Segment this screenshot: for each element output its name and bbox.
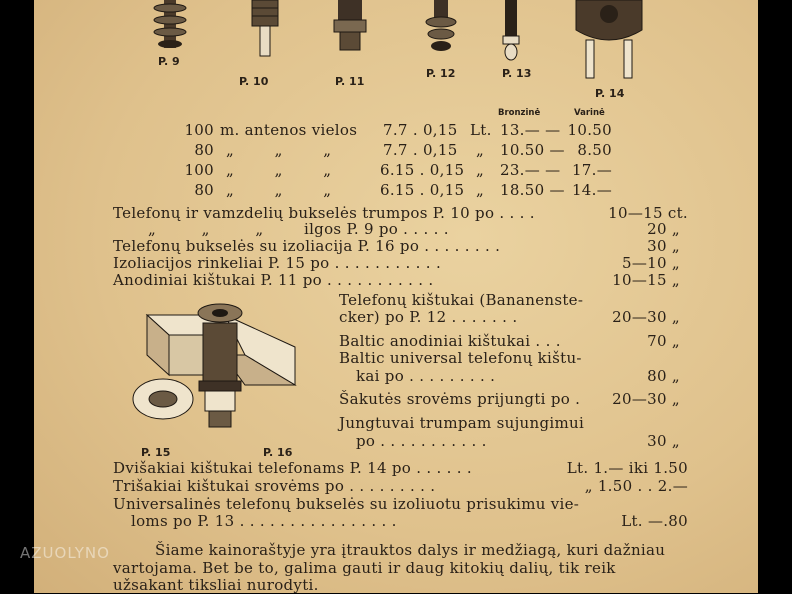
caption-p10: P. 10 (239, 75, 269, 88)
caption-p15: P. 15 (141, 446, 171, 459)
bottom-item-text: loms po P. 13 . . . . . . . . . . . . . . . . (131, 512, 397, 530)
antenna-unit: „ (476, 181, 485, 199)
antenna-spec: 7.7 . 0,15 (383, 121, 458, 139)
antenna-bronze-price: 18.50 — (500, 181, 565, 199)
antenna-copper-price: 10.50 (567, 121, 612, 139)
antenna-bronze-price: 10.50 — (500, 141, 565, 159)
antenna-qty: 80 (194, 181, 214, 199)
item-price: 20 „ (647, 220, 680, 238)
antenna-desc: „ „ „ (226, 181, 332, 199)
antenna-spec: 7.7 . 0,15 (383, 141, 458, 159)
antenna-unit: „ (476, 161, 485, 179)
antenna-unit: „ (476, 141, 485, 159)
caption-p14: P. 14 (595, 87, 625, 100)
footer-line: vartojama. Bet be to, galima gauti ir daug kitokių dalių, tik reik (113, 559, 616, 577)
bottom-item-price: Lt. —.80 (621, 512, 688, 530)
footer-line: Šiame kainoraštyje yra įtrauktos dalys ir medžiagą, kuri dažniau (155, 541, 666, 559)
antenna-desc: „ „ „ (226, 141, 332, 159)
item-price: 10—15 ct. (608, 204, 688, 222)
right-item-text: Šakutės srovėms prijungti po . (339, 390, 581, 408)
antenna-qty: 100 (184, 121, 214, 139)
right-item-text: Baltic universal telefonų kištu- (339, 349, 582, 367)
right-item-text: cker) po P. 12 . . . . . . . (339, 308, 518, 326)
right-item-price: 30 „ (647, 432, 680, 450)
antenna-bronze-price: 23.— — (500, 161, 561, 179)
item-text: Telefonų ir vamzdelių bukselės trumpos P. 10 po . . . . (113, 204, 535, 222)
bottom-item-text: Dvišakiai kištukai telefonams P. 14 po . . . . . . (113, 459, 472, 477)
p14-double-plug-illustration (574, 0, 644, 82)
p9-bushing-illustration (150, 0, 190, 52)
item-text: Telefonų bukselės su izoliacija P. 16 po . . . . . . . . (113, 237, 501, 255)
right-item-price: 80 „ (647, 367, 680, 385)
antenna-copper-price: 14.— (571, 181, 612, 199)
copper-column-header: Varinė (574, 108, 605, 118)
footer-line: užsakant tiksliai nurodyti. (113, 576, 319, 594)
right-item-price: 20—30 „ (612, 390, 680, 408)
right-item-price: 20—30 „ (612, 308, 680, 326)
caption-p9: P. 9 (158, 55, 180, 68)
caption-p16: P. 16 (263, 446, 293, 459)
right-item-text: Telefonų kištukai (Bananenste- (339, 291, 584, 309)
item-price: 30 „ (647, 237, 680, 255)
antenna-desc: „ „ „ (226, 161, 332, 179)
item-text: Izoliacijos rinkeliai P. 15 po . . . . . . . . . . . (113, 254, 442, 272)
p11-anode-plug-illustration (330, 0, 370, 52)
bottom-item-price: „ 1.50 . . 2.— (584, 477, 688, 495)
antenna-spec: 6.15 . 0,15 (380, 161, 465, 179)
right-item-text: kai po . . . . . . . . . (356, 367, 496, 385)
right-item-text: Baltic anodiniai kištukai . . . (339, 332, 561, 350)
p12-telephone-plug-illustration (424, 0, 458, 58)
item-price: 5—10 „ (622, 254, 680, 272)
item-text: „ „ „ ilgos P. 9 po . . . . . (148, 220, 449, 238)
antenna-bronze-price: 13.— — (500, 121, 561, 139)
antenna-qty: 100 (184, 161, 214, 179)
item-price: 10—15 „ (612, 271, 680, 289)
right-item-price: 70 „ (647, 332, 680, 350)
antenna-copper-price: 17.— (571, 161, 612, 179)
item-text: Anodiniai kištukai P. 11 po . . . . . . . . . . . (113, 271, 434, 289)
p13-bushing-illustration (500, 0, 522, 62)
watermark-logo: AZUOLYNO (20, 544, 110, 562)
insulated-bushing-illustration (125, 295, 305, 440)
antenna-unit: Lt. (470, 121, 492, 139)
bronze-column-header: Bronzinė (498, 108, 541, 118)
caption-p13: P. 13 (502, 67, 532, 80)
antenna-copper-price: 8.50 (577, 141, 612, 159)
antenna-desc: m. antenos vielos (220, 121, 358, 139)
right-item-text: po . . . . . . . . . . . (356, 432, 487, 450)
bottom-item-text: Trišakiai kištukai srovėms po . . . . . . . . . (113, 477, 436, 495)
p10-bushing-illustration (248, 0, 282, 58)
caption-p12: P. 12 (426, 67, 456, 80)
bottom-item-text: Universalinės telefonų bukselės su izoliuotu prisukimu vie- (113, 495, 580, 513)
antenna-qty: 80 (194, 141, 214, 159)
caption-p11: P. 11 (335, 75, 365, 88)
right-item-text: Jungtuvai trumpam sujungimui (339, 414, 585, 432)
antenna-spec: 6.15 . 0,15 (380, 181, 465, 199)
bottom-item-price: Lt. 1.— iki 1.50 (566, 459, 688, 477)
